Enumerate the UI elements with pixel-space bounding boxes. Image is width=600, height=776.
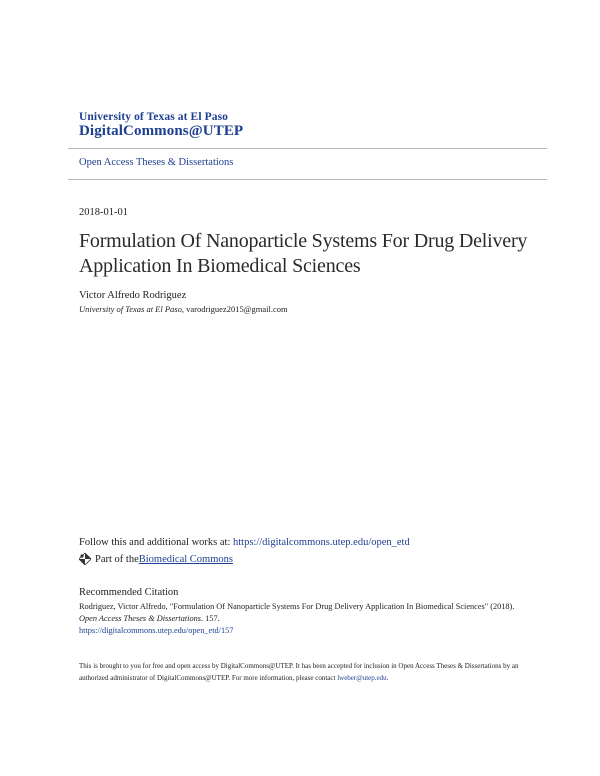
publication-date: 2018-01-01 [79,207,128,218]
document-title: Formulation Of Nanoparticle Systems For Drug Delivery Application In Biomedical Sciences [79,230,528,277]
notice-end: . [386,674,389,682]
citation-body [79,601,549,637]
citation-series-line [79,613,549,625]
citation-heading: Recommended Citation [79,587,179,598]
affiliation-institution: University of Texas at El Paso [79,304,182,314]
notice-text: This is brought to you for free and open access by DigitalCommons@UTEP. It has been accepted for inclusion in Open Access Theses & Dissertations by an authorized administrator of DigitalCommons@UTEP. For more information, please contact [79,662,519,682]
biomedical-commons-link[interactable]: Biomedical Commons [138,553,233,565]
follow-prefix: Follow this and additional works at: [79,537,233,548]
citation-url[interactable]: https://digitalcommons.utep.edu/open_etd/157 [79,626,234,635]
collection-link[interactable]: https://digitalcommons.utep.edu/open_etd [233,537,410,548]
citation-series: Open Access Theses & Dissertations [79,614,201,623]
top-divider [68,148,547,149]
author-affiliation [79,304,288,314]
citation-text: Rodriguez, Victor Alfredo, "Formulation Of Nanoparticle Systems For Drug Delivery Application In Biomedical Sciences" (2018). [79,602,515,611]
series-link[interactable]: Open Access Theses & Dissertations [79,157,234,168]
author-name: Victor Alfredo Rodriguez [79,290,187,301]
access-notice [79,660,539,684]
citation-number: . 157. [201,614,220,623]
repository-name[interactable]: DigitalCommons@UTEP [79,123,244,139]
institution-name: University of Texas at El Paso [79,111,228,123]
commons-network-icon [79,553,91,565]
contact-email-link[interactable]: lweber@utep.edu [337,674,387,682]
part-of-line [79,553,233,565]
follow-line [79,537,410,548]
bottom-divider [68,179,547,180]
author-email: , varodriguez2015@gmail.com [181,304,288,314]
part-of-prefix: Part of the [95,553,139,565]
